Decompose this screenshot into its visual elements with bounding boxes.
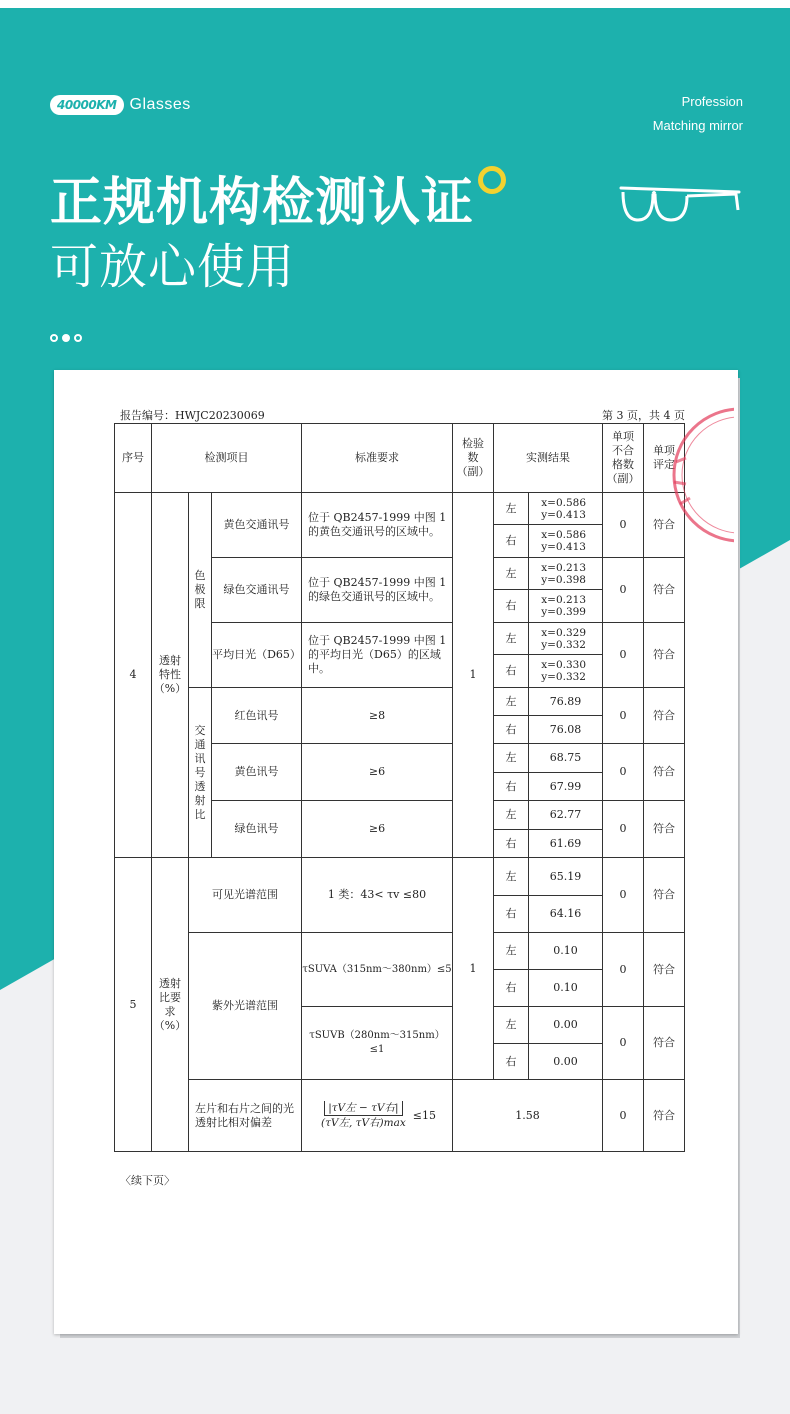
report-number: 报告编号：HWJC20230069 bbox=[120, 409, 265, 422]
side-right: 右 bbox=[493, 654, 529, 688]
header-qty-line: 数 bbox=[467, 451, 479, 464]
row-item: 紫外光谱范围 bbox=[188, 932, 302, 1080]
result-right: 61.69 bbox=[528, 829, 603, 858]
row-verdict: 符合 bbox=[643, 492, 685, 558]
sec4-name-line: 特性 bbox=[159, 668, 181, 681]
formula-limit: ≤15 bbox=[412, 1108, 436, 1122]
side-left: 左 bbox=[493, 800, 529, 830]
row-standard: ≥8 bbox=[301, 687, 453, 744]
header-verdict-line: 评定 bbox=[653, 458, 675, 471]
sec5-name bbox=[151, 857, 189, 1152]
row-fail: 0 bbox=[602, 1079, 644, 1152]
side-left: 左 bbox=[493, 687, 529, 716]
result-value: x=0.213 bbox=[541, 561, 586, 574]
result-right: 64.16 bbox=[528, 895, 603, 933]
header-result: 实测结果 bbox=[493, 423, 603, 493]
result-right: 0.10 bbox=[528, 969, 603, 1007]
dot-icon bbox=[50, 334, 58, 342]
row-item: 绿色讯号 bbox=[211, 800, 302, 858]
row-standard: τSUVA（315nm～380nm）≤5 bbox=[301, 932, 453, 1007]
row-verdict: 符合 bbox=[643, 1079, 685, 1152]
row-item: 红色讯号 bbox=[211, 687, 302, 744]
sec4-sub1-char: 色 bbox=[194, 569, 206, 582]
side-left: 左 bbox=[493, 492, 529, 525]
header-item: 检测项目 bbox=[151, 423, 302, 493]
result-left bbox=[528, 492, 603, 525]
sec4-name-line: （%） bbox=[153, 682, 187, 695]
row-standard: 1 类：43< τv ≤80 bbox=[301, 857, 453, 933]
result-value: x=0.329 bbox=[541, 626, 586, 639]
result-left: 0.00 bbox=[528, 1006, 603, 1044]
side-right: 右 bbox=[493, 1043, 529, 1080]
result-value: y=0.399 bbox=[541, 606, 586, 618]
tagline bbox=[653, 90, 743, 138]
tagline-line-1: Profession bbox=[681, 94, 743, 109]
row-verdict: 符合 bbox=[643, 557, 685, 623]
result-right bbox=[528, 654, 603, 688]
header-fail-line: （副） bbox=[606, 472, 640, 485]
result-left bbox=[528, 622, 603, 655]
formula-denominator: (τV左, τV右)max bbox=[320, 1117, 406, 1129]
row-verdict: 符合 bbox=[643, 687, 685, 744]
sec4-sub-signal-transmittance bbox=[188, 687, 212, 858]
header-qty-line: 检验 bbox=[462, 437, 484, 450]
header-fail-line: 格数 bbox=[612, 458, 634, 471]
sec4-sub2-char: 通 bbox=[194, 737, 206, 751]
row-fail: 0 bbox=[602, 932, 644, 1007]
continued-note: 〈续下页〉 bbox=[120, 1174, 175, 1187]
row-standard-formula bbox=[301, 1079, 453, 1152]
header-seq: 序号 bbox=[114, 423, 152, 493]
row-verdict: 符合 bbox=[643, 743, 685, 801]
deviation-formula bbox=[318, 1101, 409, 1130]
row-standard: 位于 QB2457-1999 中图 1 的平均日光（D65）的区域中。 bbox=[301, 622, 453, 688]
sec5-name-line: 求 bbox=[164, 1004, 176, 1018]
header-fail-line: 单项 bbox=[612, 430, 634, 443]
yellow-ring-decoration bbox=[478, 166, 506, 194]
logo-badge: 40000KM bbox=[50, 95, 124, 115]
side-left: 左 bbox=[493, 857, 529, 896]
side-right: 右 bbox=[493, 772, 529, 801]
sec5-name-line: 透射 bbox=[159, 976, 181, 990]
result-left bbox=[528, 557, 603, 590]
result-value: y=0.398 bbox=[541, 573, 586, 586]
side-left: 左 bbox=[493, 622, 529, 655]
sec4-sub2-char: 号 bbox=[194, 765, 206, 779]
brand-name: Glasses bbox=[129, 96, 191, 113]
result-left: 76.89 bbox=[528, 687, 603, 716]
row-standard: ≥6 bbox=[301, 743, 453, 801]
side-right: 右 bbox=[493, 524, 529, 558]
glasses-icon bbox=[618, 184, 742, 228]
sec4-sub2-char: 透 bbox=[194, 779, 206, 793]
sec4-seq: 4 bbox=[114, 492, 152, 858]
side-right: 右 bbox=[493, 589, 529, 623]
row-fail: 0 bbox=[602, 857, 644, 933]
side-right: 右 bbox=[493, 715, 529, 744]
header-standard: 标准要求 bbox=[301, 423, 453, 493]
row-item: 黄色讯号 bbox=[211, 743, 302, 801]
tagline-line-2: Matching mirror bbox=[652, 118, 743, 133]
row-fail: 0 bbox=[602, 1006, 644, 1080]
sec5-seq: 5 bbox=[114, 857, 152, 1152]
result-right: 67.99 bbox=[528, 772, 603, 801]
brand-logo bbox=[50, 95, 191, 115]
row-standard: ≥6 bbox=[301, 800, 453, 858]
side-left: 左 bbox=[493, 1006, 529, 1044]
header-qty bbox=[452, 423, 494, 493]
headline-subtitle: 可放心使用 bbox=[50, 239, 296, 295]
result-right bbox=[528, 589, 603, 623]
headline-title: 正规机构检测认证 bbox=[50, 173, 475, 233]
formula-numerator: |τV左 − τV右| bbox=[324, 1101, 402, 1116]
sec5-qty: 1 bbox=[452, 857, 494, 1080]
sec5-name-line: （%） bbox=[153, 1018, 187, 1032]
row-item: 平均日光（D65） bbox=[211, 622, 302, 688]
result-value: y=0.332 bbox=[541, 671, 586, 683]
sec4-sub1-char: 极 bbox=[194, 583, 206, 596]
sec4-sub-color-limit bbox=[188, 492, 212, 688]
result-value: y=0.413 bbox=[541, 508, 586, 521]
result-value: x=0.586 bbox=[541, 496, 586, 509]
sec4-sub2-char: 射 bbox=[194, 793, 206, 807]
row-fail: 0 bbox=[602, 800, 644, 858]
row-item: 绿色交通讯号 bbox=[211, 557, 302, 623]
row-verdict: 符合 bbox=[643, 857, 685, 933]
row-item: 黄色交通讯号 bbox=[211, 492, 302, 558]
test-report-page bbox=[54, 370, 738, 1334]
result-left: 62.77 bbox=[528, 800, 603, 830]
result-value: x=0.213 bbox=[541, 594, 586, 606]
page-dots bbox=[50, 334, 82, 342]
side-left: 左 bbox=[493, 743, 529, 773]
result-value: x=0.586 bbox=[541, 529, 586, 541]
header-fail bbox=[602, 423, 644, 493]
sec4-name-line: 透射 bbox=[159, 654, 181, 667]
header-fail-line: 不合 bbox=[612, 444, 634, 457]
dot-active-icon bbox=[62, 334, 70, 342]
sec4-sub2-char: 讯 bbox=[194, 751, 206, 765]
page-number: 第 3 页，共 4 页 bbox=[602, 409, 685, 422]
row-item: 可见光谱范围 bbox=[188, 857, 302, 933]
row-standard: 位于 QB2457-1999 中图 1 的绿色交通讯号的区域中。 bbox=[301, 557, 453, 623]
row-verdict: 符合 bbox=[643, 932, 685, 1007]
row-verdict: 符合 bbox=[643, 622, 685, 688]
row-verdict: 符合 bbox=[643, 800, 685, 858]
result-value: y=0.413 bbox=[541, 541, 586, 553]
side-right: 右 bbox=[493, 829, 529, 858]
dot-icon bbox=[74, 334, 82, 342]
result-left: 68.75 bbox=[528, 743, 603, 773]
sec4-qty: 1 bbox=[452, 492, 494, 858]
sec4-sub1-char: 限 bbox=[194, 597, 206, 610]
header-qty-line: （副） bbox=[456, 465, 490, 478]
row-item: 左片和右片之间的光透射比相对偏差 bbox=[188, 1079, 302, 1152]
result-right: 0.00 bbox=[528, 1043, 603, 1080]
sec4-sub2-char: 比 bbox=[194, 807, 206, 821]
row-standard: τSUVB（280nm～315nm）≤1 bbox=[301, 1006, 453, 1080]
result-value: x=0.330 bbox=[541, 659, 586, 671]
result-right: 76.08 bbox=[528, 715, 603, 744]
row-fail: 0 bbox=[602, 557, 644, 623]
sec5-name-line: 比要 bbox=[159, 990, 181, 1004]
row-fail: 0 bbox=[602, 743, 644, 801]
row-standard: 位于 QB2457-1999 中图 1 的黄色交通讯号的区域中。 bbox=[301, 492, 453, 558]
header-verdict-line: 单项 bbox=[653, 444, 675, 457]
result-right bbox=[528, 524, 603, 558]
row-fail: 0 bbox=[602, 492, 644, 558]
red-seal-stamp bbox=[662, 400, 734, 550]
side-left: 左 bbox=[493, 932, 529, 970]
result-left: 0.10 bbox=[528, 932, 603, 970]
row-fail: 0 bbox=[602, 687, 644, 744]
row-result: 1.58 bbox=[452, 1079, 603, 1152]
sec4-sub2-char: 交 bbox=[194, 723, 206, 737]
side-left: 左 bbox=[493, 557, 529, 590]
row-fail: 0 bbox=[602, 622, 644, 688]
result-left: 65.19 bbox=[528, 857, 603, 896]
sec4-name bbox=[151, 492, 189, 858]
side-right: 右 bbox=[493, 895, 529, 933]
side-right: 右 bbox=[493, 969, 529, 1007]
result-value: y=0.332 bbox=[541, 638, 586, 651]
row-verdict: 符合 bbox=[643, 1006, 685, 1080]
